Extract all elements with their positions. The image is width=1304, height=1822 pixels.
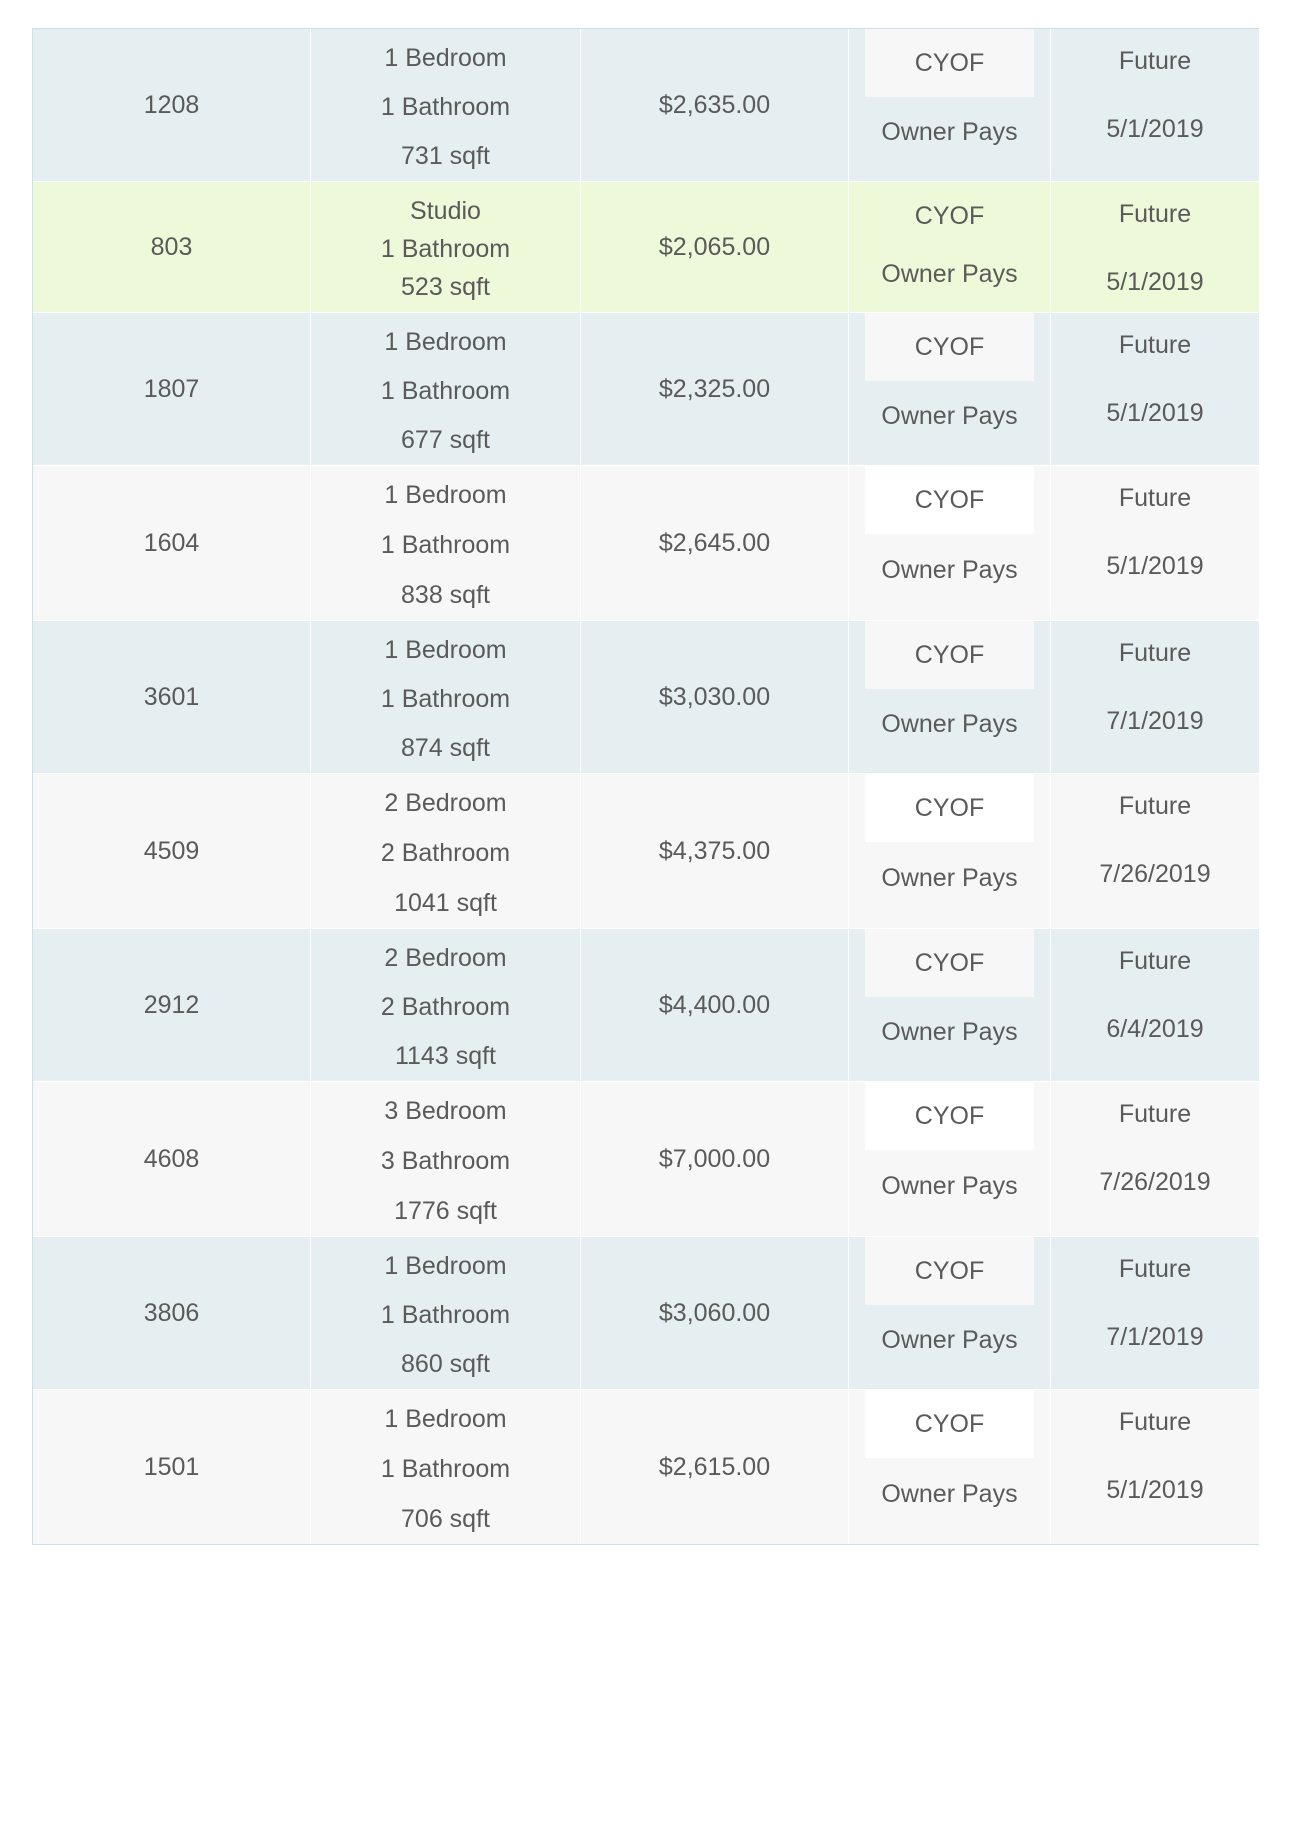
unit-number: 1501 — [143, 1452, 200, 1481]
availability-date: 5/1/2019 — [1106, 552, 1204, 580]
unit-number-cell — [33, 29, 311, 181]
availability-date: 7/26/2019 — [1099, 860, 1211, 888]
price-text: $4,375.00 — [658, 836, 771, 865]
availability-date: 5/1/2019 — [1106, 399, 1204, 427]
unit-number-cell — [33, 1390, 311, 1544]
fee-cell — [849, 466, 1051, 620]
fee-payer-text: Owner Pays — [881, 1017, 1018, 1046]
price-text: $2,325.00 — [658, 374, 771, 403]
unit-number-cell — [33, 466, 311, 620]
bedrooms-text: 1 Bedroom — [384, 1405, 507, 1433]
bedrooms-text: 1 Bedroom — [384, 44, 507, 72]
bedrooms-text: 1 Bedroom — [384, 636, 507, 664]
fee-type-text: CYOF — [865, 29, 1034, 97]
table-row[interactable] — [33, 621, 1259, 774]
fee-payer-text: Owner Pays — [881, 709, 1018, 738]
size-text: 1143 sqft — [394, 1042, 496, 1070]
size-text: 677 sqft — [401, 426, 490, 454]
availability-status: Future — [1118, 947, 1192, 975]
availability-status: Future — [1118, 47, 1192, 75]
availability-cell — [1051, 466, 1259, 620]
bedrooms-text: 1 Bedroom — [384, 328, 507, 356]
availability-date: 5/1/2019 — [1106, 115, 1204, 143]
table-row[interactable] — [33, 929, 1259, 1082]
size-text: 874 sqft — [401, 734, 490, 762]
unit-details-cell — [311, 29, 581, 181]
bedrooms-text: 2 Bedroom — [384, 944, 507, 972]
price-text: $2,645.00 — [658, 528, 771, 557]
size-text: 731 sqft — [401, 142, 490, 170]
price-cell — [581, 182, 849, 312]
table-row[interactable] — [33, 29, 1259, 182]
unit-details-cell — [311, 929, 581, 1081]
unit-details-cell — [311, 774, 581, 928]
availability-status: Future — [1118, 1100, 1192, 1128]
availability-date: 5/1/2019 — [1106, 1476, 1204, 1504]
price-cell — [581, 466, 849, 620]
price-text: $2,635.00 — [658, 90, 771, 119]
size-text: 1041 sqft — [394, 889, 497, 917]
availability-status: Future — [1118, 1255, 1192, 1283]
availability-date: 7/1/2019 — [1106, 707, 1204, 735]
unit-number: 1208 — [143, 90, 200, 119]
unit-details-cell — [311, 182, 581, 312]
unit-details-cell — [311, 313, 581, 465]
fee-payer-text: Owner Pays — [881, 117, 1018, 146]
bathrooms-text: 1 Bathroom — [380, 93, 511, 121]
fee-cell — [849, 929, 1051, 1081]
fee-type-text: CYOF — [865, 182, 1034, 250]
price-cell — [581, 621, 849, 773]
availability-cell — [1051, 29, 1259, 181]
fee-cell — [849, 29, 1051, 181]
fee-type-text: CYOF — [865, 313, 1034, 381]
bathrooms-text: 1 Bathroom — [380, 377, 511, 405]
table-row[interactable] — [33, 774, 1259, 929]
price-text: $3,030.00 — [658, 682, 771, 711]
bathrooms-text: 2 Bathroom — [380, 993, 511, 1021]
unit-details-cell — [311, 1237, 581, 1389]
fee-payer-text: Owner Pays — [881, 401, 1018, 430]
availability-date: 7/1/2019 — [1106, 1323, 1204, 1351]
availability-cell — [1051, 1237, 1259, 1389]
unit-number-cell — [33, 182, 311, 312]
unit-number-cell — [33, 621, 311, 773]
unit-number-cell — [33, 1237, 311, 1389]
unit-number: 1604 — [143, 528, 200, 557]
unit-number: 1807 — [143, 374, 200, 403]
price-text: $4,400.00 — [658, 990, 771, 1019]
bathrooms-text: 1 Bathroom — [380, 1301, 511, 1329]
fee-payer-text: Owner Pays — [881, 1479, 1018, 1508]
fee-payer-text: Owner Pays — [881, 1171, 1018, 1200]
bathrooms-text: 1 Bathroom — [380, 235, 511, 263]
price-cell — [581, 1237, 849, 1389]
fee-cell — [849, 1390, 1051, 1544]
availability-status: Future — [1118, 1408, 1192, 1436]
bathrooms-text: 1 Bathroom — [380, 1455, 511, 1483]
table-row[interactable] — [33, 313, 1259, 466]
unit-number: 2912 — [143, 990, 200, 1019]
unit-number: 3601 — [143, 682, 200, 711]
fee-payer-text: Owner Pays — [881, 259, 1018, 288]
availability-cell — [1051, 182, 1259, 312]
unit-details-cell — [311, 466, 581, 620]
availability-cell — [1051, 313, 1259, 465]
fee-payer-text: Owner Pays — [881, 863, 1018, 892]
fee-cell — [849, 1082, 1051, 1236]
unit-number: 3806 — [143, 1298, 200, 1327]
price-text: $2,065.00 — [658, 232, 771, 261]
bedrooms-text: 1 Bedroom — [384, 1252, 507, 1280]
price-text: $2,615.00 — [658, 1452, 771, 1481]
availability-cell — [1051, 621, 1259, 773]
price-cell — [581, 1082, 849, 1236]
price-cell — [581, 313, 849, 465]
availability-cell — [1051, 1390, 1259, 1544]
bathrooms-text: 2 Bathroom — [380, 839, 511, 867]
price-cell — [581, 29, 849, 181]
fee-type-text: CYOF — [865, 1390, 1034, 1458]
bathrooms-text: 3 Bathroom — [380, 1147, 511, 1175]
bathrooms-text: 1 Bathroom — [380, 685, 511, 713]
unit-number-cell — [33, 1082, 311, 1236]
unit-number-cell — [33, 313, 311, 465]
table-row[interactable] — [33, 1082, 1259, 1237]
table-row[interactable] — [33, 1237, 1259, 1390]
table-row[interactable] — [33, 1390, 1259, 1544]
unit-number-cell — [33, 774, 311, 928]
availability-date: 5/1/2019 — [1106, 268, 1204, 296]
unit-number: 803 — [150, 232, 193, 261]
fee-type-text: CYOF — [865, 1237, 1034, 1305]
fee-type-text: CYOF — [865, 929, 1034, 997]
table-row[interactable] — [33, 182, 1259, 313]
fee-cell — [849, 313, 1051, 465]
size-text: 523 sqft — [401, 273, 490, 301]
price-cell — [581, 929, 849, 1081]
availability-date: 6/4/2019 — [1106, 1015, 1204, 1043]
size-text: 838 sqft — [401, 581, 490, 609]
price-cell — [581, 774, 849, 928]
unit-details-cell — [311, 1082, 581, 1236]
price-cell — [581, 1390, 849, 1544]
fee-type-text: CYOF — [865, 466, 1034, 534]
fee-type-text: CYOF — [865, 1082, 1034, 1150]
bedrooms-text: 3 Bedroom — [384, 1097, 507, 1125]
size-text: 1776 sqft — [394, 1197, 497, 1225]
unit-details-cell — [311, 1390, 581, 1544]
listing-table — [32, 28, 1259, 1545]
availability-cell — [1051, 1082, 1259, 1236]
fee-payer-text: Owner Pays — [881, 555, 1018, 584]
unit-number: 4608 — [143, 1144, 200, 1173]
unit-details-cell — [311, 621, 581, 773]
unit-number-cell — [33, 929, 311, 1081]
fee-type-text: CYOF — [865, 621, 1034, 689]
availability-status: Future — [1118, 639, 1192, 667]
fee-cell — [849, 1237, 1051, 1389]
bedrooms-text: 2 Bedroom — [384, 789, 507, 817]
availability-cell — [1051, 774, 1259, 928]
unit-number: 4509 — [143, 836, 200, 865]
bedrooms-text: Studio — [410, 197, 481, 225]
size-text: 706 sqft — [401, 1505, 490, 1533]
availability-status: Future — [1118, 200, 1192, 228]
availability-status: Future — [1118, 792, 1192, 820]
bedrooms-text: 1 Bedroom — [384, 481, 507, 509]
size-text: 860 sqft — [401, 1350, 490, 1378]
availability-status: Future — [1118, 331, 1192, 359]
availability-status: Future — [1118, 484, 1192, 512]
bathrooms-text: 1 Bathroom — [380, 531, 511, 559]
fee-cell — [849, 774, 1051, 928]
price-text: $3,060.00 — [658, 1298, 771, 1327]
fee-cell — [849, 182, 1051, 312]
availability-date: 7/26/2019 — [1099, 1168, 1211, 1196]
fee-cell — [849, 621, 1051, 773]
fee-payer-text: Owner Pays — [881, 1325, 1018, 1354]
price-text: $7,000.00 — [658, 1144, 771, 1173]
fee-type-text: CYOF — [865, 774, 1034, 842]
table-row[interactable] — [33, 466, 1259, 621]
availability-cell — [1051, 929, 1259, 1081]
